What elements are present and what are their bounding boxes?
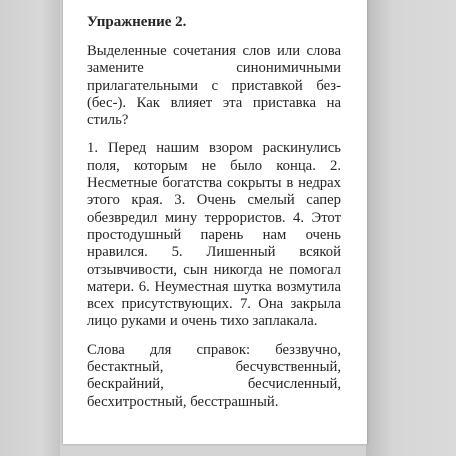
exercise-instruction: Выделенные сочетания слов или слова замените синонимичными прилагательными с приставкой без- (бес-). Как влияет эта приставка на стиль?	[87, 43, 341, 129]
reference-words: Слова для справок: беззвучно, бестактный, бесчувственный, бескрайний, бесчисленный, бесхитростный, бесстрашный.	[87, 341, 341, 410]
exercise-title: Упражнение 2.	[87, 14, 187, 30]
background-right	[366, 0, 456, 456]
background-left	[0, 0, 60, 456]
document-page	[63, 0, 367, 444]
page-content	[87, 14, 341, 411]
exercise-sentences: 1. Перед нашим взором раскинулись поля, которым не было конца. 2. Несметные богатства сокрыты в недрах этого края. 3. Очень смелый сапер обезвредил мину террористов. 4. Этот простодушный парень нам очень нравился. 5. Лишенный всякой отзывчивости, сын никогда не помогал матери. 6. Неуместная шутка возмутила всех присутствующих. 7. Она закрыла лицо руками и очень тихо заплакала.	[87, 140, 341, 330]
